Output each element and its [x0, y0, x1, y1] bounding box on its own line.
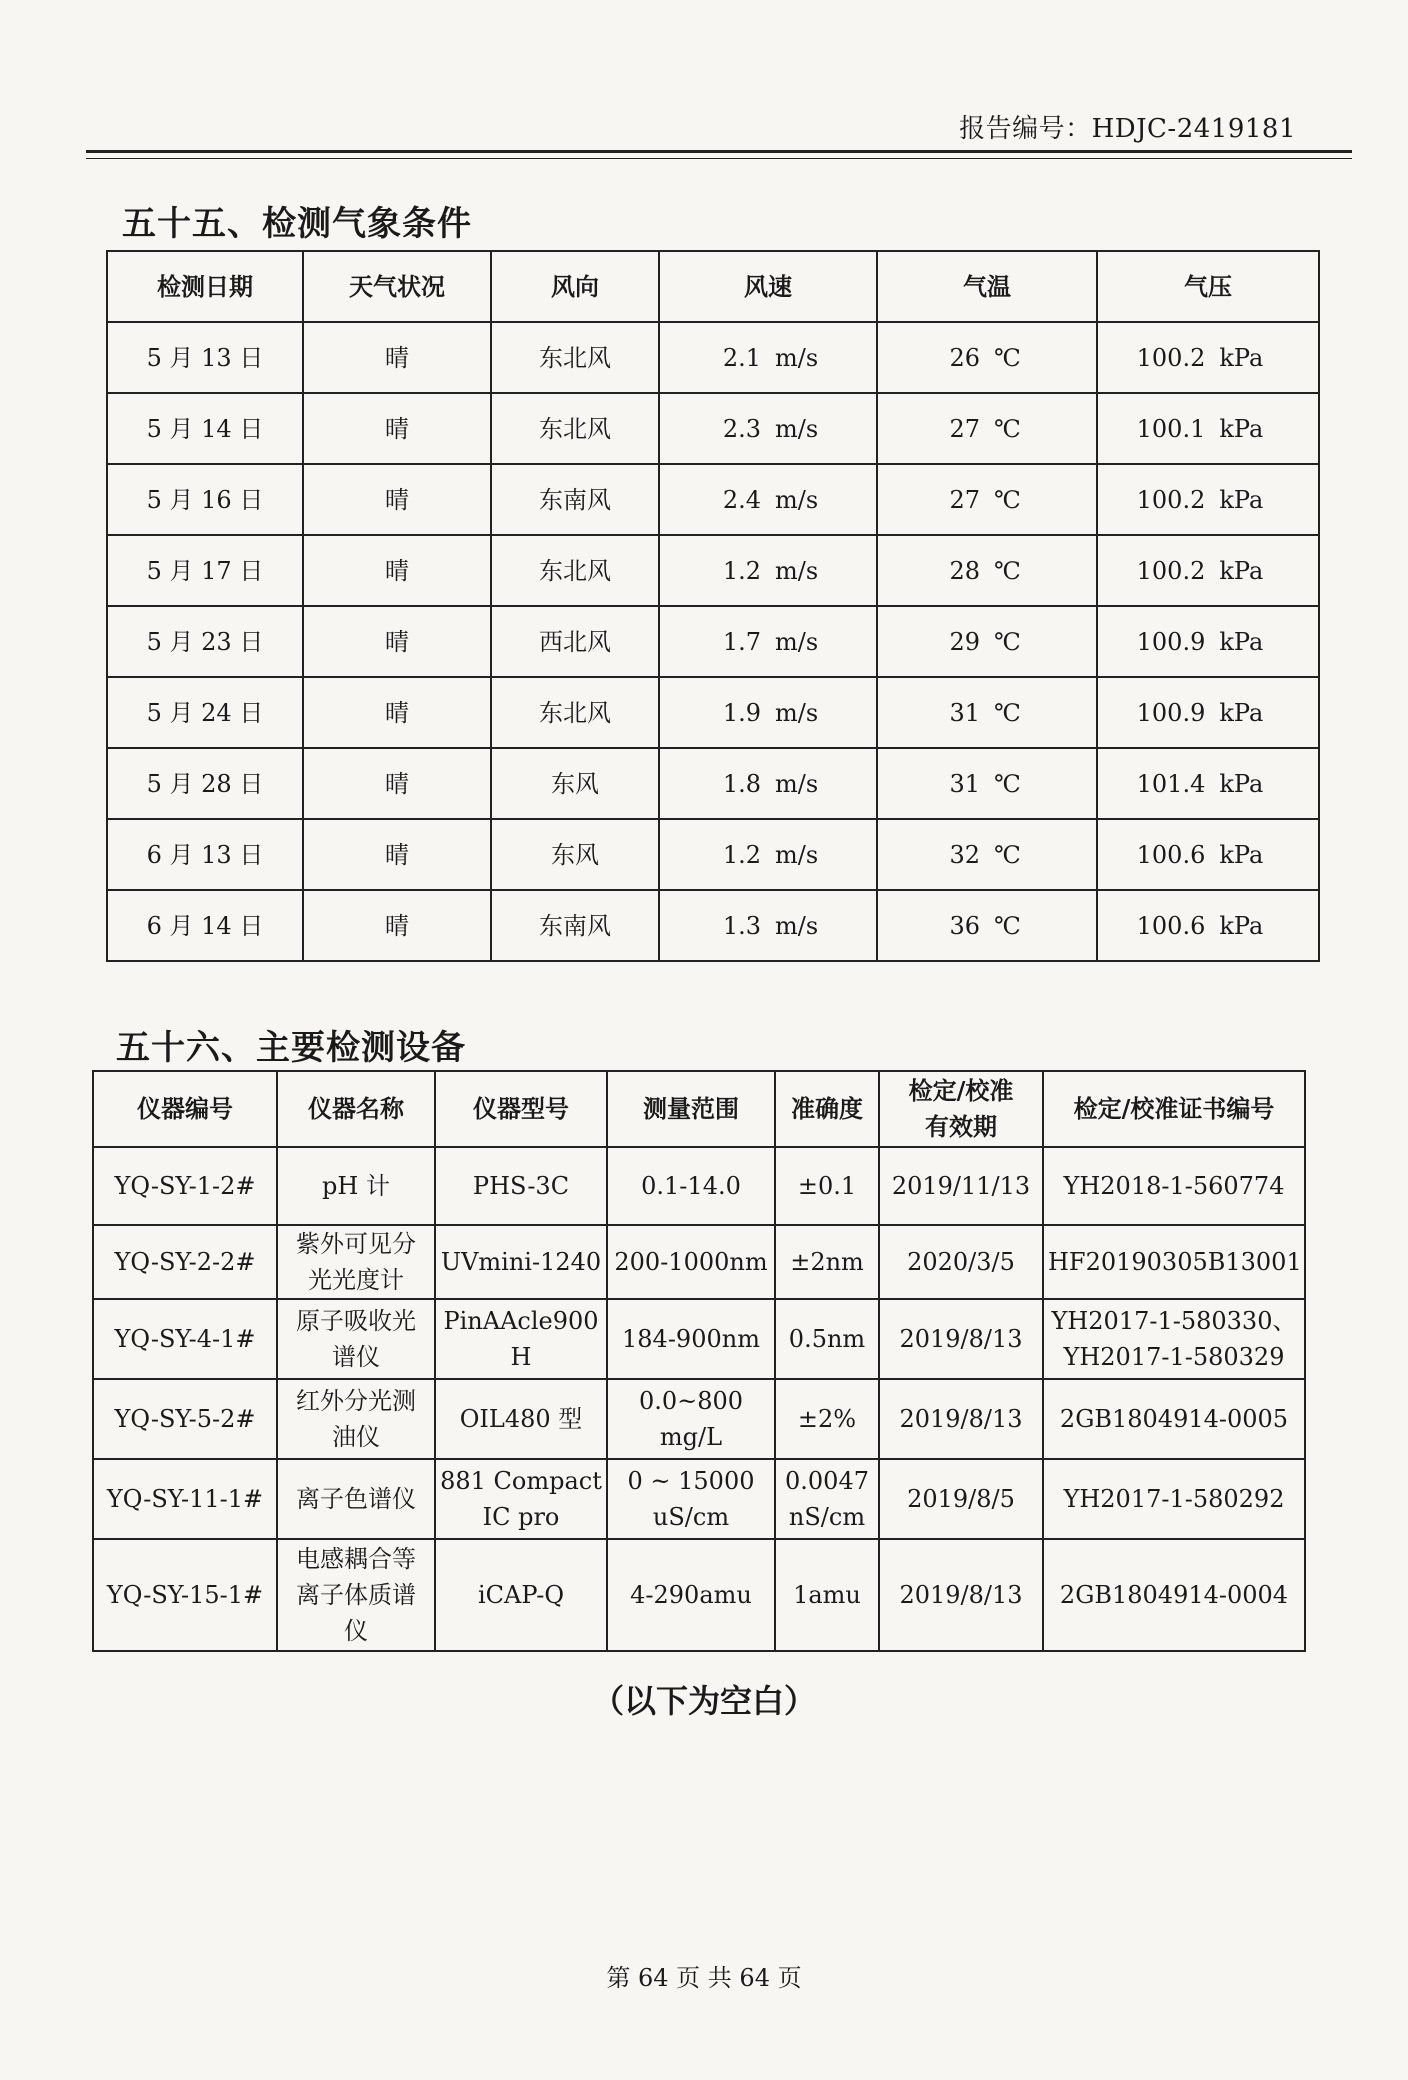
weather-condition: 晴 [303, 890, 491, 961]
weather-header-row [107, 251, 1319, 322]
weather-condition: 晴 [303, 393, 491, 464]
weather-pressure-cell [1097, 535, 1319, 606]
pressure-value: 100.6 [1136, 840, 1206, 869]
weather-col-wind-direction: 风向 [491, 251, 659, 322]
weather-condition: 晴 [303, 535, 491, 606]
weather-col-condition: 天气状况 [303, 251, 491, 322]
equipment-id: YQ-SY-1-2# [93, 1147, 277, 1225]
blank-below-note: （以下为空白） [591, 1682, 816, 1720]
wind-speed-unit: m/s [775, 485, 819, 514]
equipment-accuracy: ±2% [775, 1379, 879, 1459]
weather-date: 5 月 24 日 [107, 677, 303, 748]
equipment-col-certificate: 检定/校准证书编号 [1043, 1071, 1305, 1147]
weather-row [107, 606, 1319, 677]
weather-pressure-cell [1097, 890, 1319, 961]
equipment-range: 184-900nm [607, 1299, 775, 1379]
wind-speed-unit: m/s [775, 556, 819, 585]
equipment-row [93, 1225, 1305, 1299]
equipment-id: YQ-SY-15-1# [93, 1539, 277, 1651]
wind-speed-unit: m/s [775, 627, 819, 656]
wind-speed-value: 2.4 [722, 485, 761, 514]
equipment-valid-date: 2019/8/13 [879, 1299, 1043, 1379]
weather-wind-speed-cell [659, 606, 877, 677]
equipment-range: 0 ~ 15000 uS/cm [607, 1459, 775, 1539]
wind-speed-value: 1.8 [722, 769, 761, 798]
weather-wind-direction: 东北风 [491, 322, 659, 393]
weather-pressure-cell [1097, 393, 1319, 464]
wind-speed-value: 2.3 [722, 414, 761, 443]
weather-wind-direction: 东北风 [491, 393, 659, 464]
weather-temperature-cell [877, 322, 1097, 393]
weather-pressure-cell [1097, 819, 1319, 890]
pressure-value: 100.6 [1136, 911, 1206, 940]
temperature-unit: ℃ [994, 840, 1021, 869]
weather-wind-direction: 东风 [491, 748, 659, 819]
weather-temperature-cell [877, 748, 1097, 819]
equipment-id: YQ-SY-11-1# [93, 1459, 277, 1539]
weather-wind-speed-cell [659, 677, 877, 748]
equipment-certificate: 2GB1804914-0004 [1043, 1539, 1305, 1651]
equipment-name: 离子色谱仪 [277, 1459, 435, 1539]
weather-date: 5 月 23 日 [107, 606, 303, 677]
pressure-value: 100.9 [1136, 627, 1206, 656]
wind-speed-value: 1.2 [722, 556, 761, 585]
pressure-unit: kPa [1219, 343, 1264, 372]
pressure-value: 100.1 [1136, 414, 1206, 443]
wind-speed-unit: m/s [775, 840, 819, 869]
temperature-unit: ℃ [994, 414, 1021, 443]
equipment-row [93, 1539, 1305, 1651]
wind-speed-value: 1.3 [722, 911, 761, 940]
equipment-row [93, 1379, 1305, 1459]
equipment-accuracy: ±2nm [775, 1225, 879, 1299]
temperature-unit: ℃ [994, 627, 1021, 656]
weather-pressure-cell [1097, 606, 1319, 677]
equipment-name: 原子吸收光 谱仪 [277, 1299, 435, 1379]
wind-speed-value: 1.2 [722, 840, 761, 869]
equipment-col-range: 测量范围 [607, 1071, 775, 1147]
pressure-unit: kPa [1219, 414, 1264, 443]
pressure-value: 100.9 [1136, 698, 1206, 727]
equipment-id: YQ-SY-5-2# [93, 1379, 277, 1459]
equipment-id: YQ-SY-4-1# [93, 1299, 277, 1379]
weather-pressure-cell [1097, 677, 1319, 748]
weather-temperature-cell [877, 535, 1097, 606]
weather-col-wind-speed: 风速 [659, 251, 877, 322]
page-footer: 第 64 页 共 64 页 [606, 1964, 802, 1992]
equipment-col-accuracy: 准确度 [775, 1071, 879, 1147]
weather-wind-speed-cell [659, 464, 877, 535]
header-rule-thin [86, 158, 1352, 159]
wind-speed-unit: m/s [775, 698, 819, 727]
weather-condition: 晴 [303, 464, 491, 535]
weather-condition: 晴 [303, 677, 491, 748]
pressure-unit: kPa [1219, 769, 1264, 798]
equipment-certificate: YH2018-1-560774 [1043, 1147, 1305, 1225]
weather-temperature-cell [877, 606, 1097, 677]
equipment-row [93, 1459, 1305, 1539]
pressure-value: 100.2 [1136, 485, 1206, 514]
weather-row [107, 535, 1319, 606]
temperature-unit: ℃ [994, 485, 1021, 514]
equipment-name: 紫外可见分 光光度计 [277, 1225, 435, 1299]
pressure-value: 100.2 [1136, 556, 1206, 585]
weather-section-title: 五十五、检测气象条件 [122, 204, 472, 244]
temperature-value: 29 [949, 627, 980, 656]
equipment-model: 881 Compact IC pro [435, 1459, 607, 1539]
temperature-value: 26 [949, 343, 980, 372]
equipment-range: 0.1-14.0 [607, 1147, 775, 1225]
pressure-unit: kPa [1219, 556, 1264, 585]
wind-speed-value: 1.9 [722, 698, 761, 727]
equipment-header-row [93, 1071, 1305, 1147]
weather-condition: 晴 [303, 322, 491, 393]
equipment-range: 4-290amu [607, 1539, 775, 1651]
equipment-name: 红外分光测 油仪 [277, 1379, 435, 1459]
weather-wind-direction: 东南风 [491, 890, 659, 961]
weather-date: 5 月 16 日 [107, 464, 303, 535]
weather-wind-direction: 东南风 [491, 464, 659, 535]
weather-col-pressure: 气压 [1097, 251, 1319, 322]
equipment-certificate: YH2017-1-580330、 YH2017-1-580329 [1043, 1299, 1305, 1379]
equipment-col-id: 仪器编号 [93, 1071, 277, 1147]
equipment-range: 0.0~800 mg/L [607, 1379, 775, 1459]
weather-pressure-cell [1097, 322, 1319, 393]
pressure-unit: kPa [1219, 911, 1264, 940]
weather-date: 5 月 17 日 [107, 535, 303, 606]
equipment-row [93, 1147, 1305, 1225]
equipment-accuracy: 0.0047 nS/cm [775, 1459, 879, 1539]
weather-row [107, 464, 1319, 535]
weather-wind-speed-cell [659, 535, 877, 606]
equipment-section-title: 五十六、主要检测设备 [116, 1028, 466, 1068]
equipment-col-valid-date: 检定/校准 有效期 [879, 1071, 1043, 1147]
weather-wind-direction: 东风 [491, 819, 659, 890]
equipment-col-name: 仪器名称 [277, 1071, 435, 1147]
equipment-model: PHS-3C [435, 1147, 607, 1225]
weather-temperature-cell [877, 890, 1097, 961]
weather-condition: 晴 [303, 819, 491, 890]
weather-row [107, 819, 1319, 890]
equipment-id: YQ-SY-2-2# [93, 1225, 277, 1299]
weather-wind-direction: 东北风 [491, 677, 659, 748]
temperature-unit: ℃ [994, 343, 1021, 372]
equipment-valid-date: 2019/8/5 [879, 1459, 1043, 1539]
temperature-unit: ℃ [994, 698, 1021, 727]
temperature-value: 27 [949, 485, 980, 514]
equipment-accuracy: 1amu [775, 1539, 879, 1651]
weather-temperature-cell [877, 464, 1097, 535]
weather-row [107, 322, 1319, 393]
equipment-model: PinAAcle900 H [435, 1299, 607, 1379]
weather-wind-speed-cell [659, 890, 877, 961]
wind-speed-unit: m/s [775, 414, 819, 443]
weather-wind-speed-cell [659, 393, 877, 464]
weather-date: 6 月 14 日 [107, 890, 303, 961]
weather-pressure-cell [1097, 748, 1319, 819]
equipment-model: UVmini-1240 [435, 1225, 607, 1299]
pressure-unit: kPa [1219, 627, 1264, 656]
equipment-certificate: HF20190305B13001 [1043, 1225, 1305, 1299]
weather-date: 5 月 14 日 [107, 393, 303, 464]
equipment-certificate: YH2017-1-580292 [1043, 1459, 1305, 1539]
equipment-valid-date: 2019/11/13 [879, 1147, 1043, 1225]
wind-speed-unit: m/s [775, 343, 819, 372]
weather-col-date: 检测日期 [107, 251, 303, 322]
pressure-unit: kPa [1219, 698, 1264, 727]
weather-wind-speed-cell [659, 819, 877, 890]
weather-date: 6 月 13 日 [107, 819, 303, 890]
temperature-value: 32 [949, 840, 980, 869]
equipment-accuracy: 0.5nm [775, 1299, 879, 1379]
pressure-unit: kPa [1219, 840, 1264, 869]
equipment-valid-date: 2020/3/5 [879, 1225, 1043, 1299]
equipment-range: 200-1000nm [607, 1225, 775, 1299]
weather-wind-direction: 西北风 [491, 606, 659, 677]
temperature-unit: ℃ [994, 911, 1021, 940]
equipment-name: 电感耦合等 离子体质谱 仪 [277, 1539, 435, 1651]
equipment-accuracy: ±0.1 [775, 1147, 879, 1225]
weather-temperature-cell [877, 393, 1097, 464]
equipment-name: pH 计 [277, 1147, 435, 1225]
temperature-unit: ℃ [994, 769, 1021, 798]
weather-date: 5 月 13 日 [107, 322, 303, 393]
weather-wind-direction: 东北风 [491, 535, 659, 606]
equipment-model: iCAP-Q [435, 1539, 607, 1651]
weather-temperature-cell [877, 677, 1097, 748]
weather-table [106, 250, 1320, 962]
weather-temperature-cell [877, 819, 1097, 890]
weather-row [107, 748, 1319, 819]
wind-speed-unit: m/s [775, 911, 819, 940]
equipment-certificate: 2GB1804914-0005 [1043, 1379, 1305, 1459]
wind-speed-value: 1.7 [722, 627, 761, 656]
report-number: 报告编号：HDJC-2419181 [959, 114, 1296, 144]
weather-date: 5 月 28 日 [107, 748, 303, 819]
pressure-value: 101.4 [1136, 769, 1206, 798]
weather-condition: 晴 [303, 606, 491, 677]
weather-row [107, 677, 1319, 748]
pressure-value: 100.2 [1136, 343, 1206, 372]
temperature-value: 31 [949, 769, 980, 798]
wind-speed-unit: m/s [775, 769, 819, 798]
temperature-value: 27 [949, 414, 980, 443]
equipment-table [92, 1070, 1306, 1652]
weather-row [107, 393, 1319, 464]
weather-col-temperature: 气温 [877, 251, 1097, 322]
equipment-col-model: 仪器型号 [435, 1071, 607, 1147]
temperature-unit: ℃ [994, 556, 1021, 585]
temperature-value: 36 [949, 911, 980, 940]
pressure-unit: kPa [1219, 485, 1264, 514]
weather-condition: 晴 [303, 748, 491, 819]
equipment-valid-date: 2019/8/13 [879, 1379, 1043, 1459]
equipment-valid-date: 2019/8/13 [879, 1539, 1043, 1651]
weather-pressure-cell [1097, 464, 1319, 535]
weather-row [107, 890, 1319, 961]
wind-speed-value: 2.1 [722, 343, 761, 372]
temperature-value: 31 [949, 698, 980, 727]
equipment-row [93, 1299, 1305, 1379]
temperature-value: 28 [949, 556, 980, 585]
weather-wind-speed-cell [659, 322, 877, 393]
weather-wind-speed-cell [659, 748, 877, 819]
equipment-model: OIL480 型 [435, 1379, 607, 1459]
header-rule-thick [86, 150, 1352, 153]
